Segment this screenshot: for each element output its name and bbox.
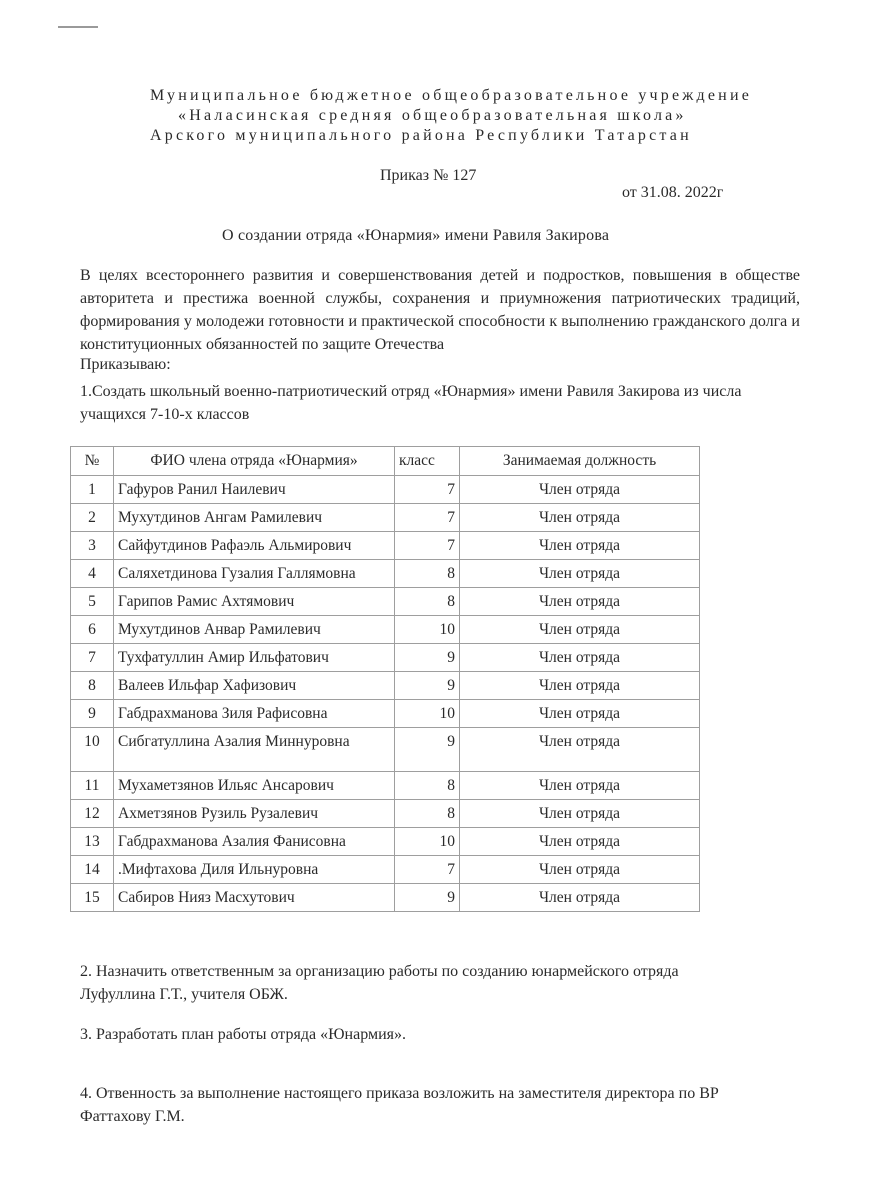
cell-position: Член отряда [460,828,700,856]
cell-no: 4 [71,560,114,588]
cell-name: Сабиров Нияз Масхутович [114,884,395,912]
cell-position: Член отряда [460,728,700,772]
cell-position: Член отряда [460,476,700,504]
cell-class: 8 [395,772,460,800]
cell-position: Член отряда [460,884,700,912]
cell-no: 6 [71,616,114,644]
cell-position: Член отряда [460,644,700,672]
cell-position: Член отряда [460,772,700,800]
cell-class: 9 [395,644,460,672]
cell-position: Член отряда [460,504,700,532]
cell-class: 10 [395,828,460,856]
order-item-1: 1.Создать школьный военно-патриотический отряд «Юнармия» имени Равиля Закирова из числа учащихся 7-10-х классов [80,383,742,423]
cell-class: 8 [395,560,460,588]
cell-class: 9 [395,728,460,772]
cell-position: Член отряда [460,532,700,560]
cell-position: Член отряда [460,672,700,700]
cell-position: Член отряда [460,616,700,644]
table-row [71,504,700,532]
cell-no: 12 [71,800,114,828]
cell-class: 9 [395,672,460,700]
header-no: № [71,447,114,476]
cell-no: 15 [71,884,114,912]
table-row [71,672,700,700]
cell-name: .Мифтахова Диля Ильнуровна [114,856,395,884]
cell-no: 8 [71,672,114,700]
cell-name: Мухутдинов Ангам Рамилевич [114,504,395,532]
order-date: от 31.08. 2022г [622,184,724,201]
scan-artifact-line [58,26,98,28]
table-row [71,884,700,912]
cell-name: Габдрахманова Азалия Фанисовна [114,828,395,856]
cell-class: 7 [395,856,460,884]
cell-no: 3 [71,532,114,560]
cell-name: Саляхетдинова Гузалия Галлямовна [114,560,395,588]
cell-position: Член отряда [460,800,700,828]
cell-class: 7 [395,476,460,504]
cell-position: Член отряда [460,856,700,884]
header-position: Занимаемая должность [460,447,700,476]
order-item-2-line-2: Луфуллина Г.Т., учителя ОБЖ. [80,986,288,1003]
table-row [71,644,700,672]
cell-no: 1 [71,476,114,504]
cell-no: 9 [71,700,114,728]
cell-no: 11 [71,772,114,800]
header-line-1: Муниципальное бюджетное общеобразовательное учреждение [150,87,753,104]
table-row [71,772,700,800]
cell-name: Валеев Ильфар Хафизович [114,672,395,700]
table-row [71,560,700,588]
cell-class: 7 [395,532,460,560]
header-line-3: Арского муниципального района Республики Татарстан [150,127,692,144]
table-row [71,616,700,644]
order-item-4 [80,1082,810,1128]
cell-no: 13 [71,828,114,856]
order-title: О создании отряда «Юнармия» имени Равиля Закирова [222,227,610,244]
cell-class: 8 [395,800,460,828]
preamble-text: В целях всестороннего развития и совершенствования детей и подростков, повышения в обществе авторитета и престижа военной службы, сохранения и приумножения патриотических традиций, формирования у молодежи готовности и практической способности к выполнению гражданского долга и конституционных обязанностей по защите Отечества [80,267,800,353]
cell-class: 8 [395,588,460,616]
header-name: ФИО члена отряда «Юнармия» [114,447,395,476]
cell-position: Член отряда [460,700,700,728]
order-item-2 [80,960,810,1006]
cell-class: 7 [395,504,460,532]
cell-name: Габдрахманова Зиля Рафисовна [114,700,395,728]
cell-name: Гафуров Ранил Наилевич [114,476,395,504]
header-line-2: «Наласинская средняя общеобразовательная школа» [178,107,687,124]
table-row [71,800,700,828]
members-table [70,446,700,912]
table-row [71,588,700,616]
header-class: класс [395,447,460,476]
order-item-2-line-1: 2. Назначить ответственным за организацию работы по созданию юнармейского отряда [80,963,679,980]
cell-no: 2 [71,504,114,532]
cell-name: Гарипов Рамис Ахтямович [114,588,395,616]
table-row [71,700,700,728]
cell-no: 14 [71,856,114,884]
cell-name: Мухаметзянов Ильяс Ансарович [114,772,395,800]
order-item-3: 3. Разработать план работы отряда «Юнармия». [80,1026,406,1043]
directive-label: Приказываю: [80,356,171,373]
table-row [71,728,700,772]
preamble [80,264,800,356]
table-row [71,532,700,560]
order-item-4-line-1: 4. Отвенность за выполнение настоящего приказа возложить на заместителя директора по ВР [80,1085,719,1102]
cell-no: 5 [71,588,114,616]
cell-no: 10 [71,728,114,772]
cell-name: Сайфутдинов Рафаэль Альмирович [114,532,395,560]
table-row [71,828,700,856]
cell-class: 10 [395,700,460,728]
cell-name: Ахметзянов Рузиль Рузалевич [114,800,395,828]
table-row [71,476,700,504]
cell-position: Член отряда [460,560,700,588]
order-number: Приказ № 127 [380,167,477,184]
cell-name: Сибгатуллина Азалия Миннуровна [114,728,395,772]
cell-no: 7 [71,644,114,672]
order-item-4-line-2: Фаттахову Г.М. [80,1108,185,1125]
cell-position: Член отряда [460,588,700,616]
cell-class: 9 [395,884,460,912]
cell-name: Мухутдинов Анвар Рамилевич [114,616,395,644]
cell-class: 10 [395,616,460,644]
table-row [71,856,700,884]
table-header-row [71,447,700,476]
cell-name: Тухфатуллин Амир Ильфатович [114,644,395,672]
